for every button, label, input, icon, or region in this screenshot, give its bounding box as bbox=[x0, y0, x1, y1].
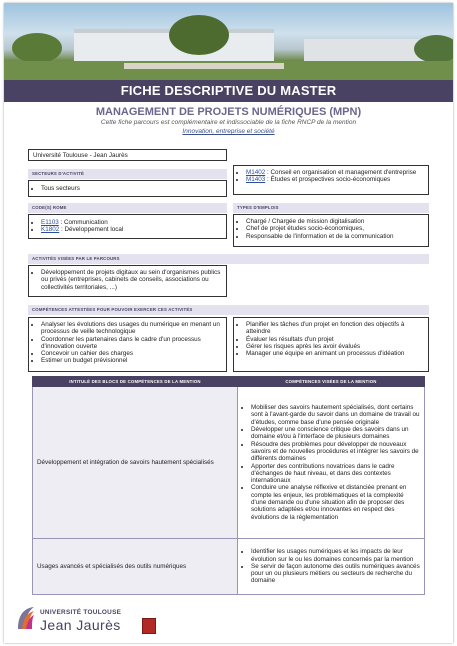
blocs-table bbox=[32, 376, 425, 595]
list-item: • M1402 : Conseil en organisation et management d'entreprise bbox=[246, 169, 426, 176]
list-item: • Responsable de l'information et de la communication bbox=[246, 233, 426, 240]
fiche-page bbox=[4, 3, 453, 643]
list-item: • M1403 : Études et prospectives socio-économiques bbox=[246, 176, 426, 183]
list-item: • Développer une conscience critique des savoirs dans un domaine et/ou à l'interface de plusieurs domaines bbox=[251, 426, 420, 441]
page-title: FICHE DESCRIPTIVE DU MASTER bbox=[4, 80, 453, 102]
list-item: • Estimer un budget prévisionnel bbox=[41, 357, 224, 364]
list-item: • Chargé / Chargée de mission digitalisation bbox=[246, 218, 426, 225]
activites-box bbox=[28, 265, 227, 297]
bloc-competences bbox=[238, 387, 425, 539]
rome-code-link[interactable]: M1402 bbox=[246, 169, 266, 176]
list-item: • Tous secteurs bbox=[41, 185, 224, 192]
table-header-blocs: INTITULÉ DES BLOCS DE COMPÉTENCES DE LA MENTION bbox=[33, 377, 238, 387]
intro-text: Cette fiche parcours est complémentaire et indissociable de la fiche RNCP de la mention bbox=[100, 119, 357, 126]
seal-icon bbox=[142, 618, 156, 634]
secteurs-box bbox=[28, 180, 227, 197]
emplois-box bbox=[233, 214, 429, 247]
competences-left-box bbox=[28, 317, 227, 372]
logo-name-text: Jean Jaurès bbox=[40, 617, 121, 633]
logo-mark-icon bbox=[16, 605, 36, 631]
list-item: • Coordonner les partenaires dans le cadre d'un processus d'innovation ouverte bbox=[41, 336, 224, 351]
university-logo bbox=[16, 603, 146, 637]
list-item: • Résoudre des problèmes pour développer de nouveaux savoirs et de nouvelles procédures et intégrer les savoirs de différents domaines bbox=[251, 441, 420, 463]
list-item: • Manager une équipe en animant un processus d'idéation bbox=[246, 350, 426, 357]
rome-code-link[interactable]: K1802 bbox=[41, 226, 60, 234]
master-subtitle: MANAGEMENT DE PROJETS NUMÉRIQUES (MPN) bbox=[95, 106, 362, 118]
list-item: • Chef de projet études socio-économiques, bbox=[246, 225, 426, 232]
list-item: • Planifier les tâches d'un projet en fonction des objectifs à atteindre bbox=[246, 321, 426, 336]
table-row bbox=[33, 539, 425, 595]
rncp-link[interactable]: Innovation, entreprise et société bbox=[182, 128, 275, 135]
rome-right-box bbox=[233, 165, 429, 195]
logo-univ-text: UNIVERSITÉ TOULOUSE bbox=[40, 609, 122, 616]
activites-header: ACTIVITÉS VISÉES PAR LE PARCOURS bbox=[28, 254, 429, 264]
rome-box bbox=[28, 214, 227, 239]
rome-code-link[interactable]: M1403 bbox=[246, 176, 266, 184]
rome-header: CODE(S) ROME bbox=[28, 203, 227, 213]
list-item: • Gérer les risques après les avoir évalués bbox=[246, 343, 426, 350]
university-box bbox=[28, 149, 227, 161]
bloc-title: Usages avancés et spécialisés des outils numériques bbox=[33, 539, 238, 595]
competences-right-box bbox=[233, 317, 429, 372]
emplois-header: TYPES D'EMPLOIS bbox=[233, 203, 429, 213]
list-item: • Apporter des contributions novatrices dans le cadre d'échanges de haut niveau, et dans des contextes internationaux bbox=[251, 463, 420, 485]
secteurs-header: SECTEURS D'ACTIVITÉ bbox=[28, 169, 227, 179]
list-item: • Développement de projets digitaux au sein d'organismes publics ou privés (entreprises, cabinets de conseils, associations ou collectivités territoriales, ...) bbox=[41, 269, 224, 291]
list-item: • Se servir de façon autonome des outils numériques avancés pour un ou plusieurs métiers ou secteurs de recherche du domaine bbox=[251, 563, 420, 585]
competences-header: COMPÉTENCES ATTESTÉES POUR POUVOIR EXERCER CES ACTIVITÉS bbox=[28, 305, 429, 315]
table-header-competences: COMPÉTENCES VISÉES DE LA MENTION bbox=[238, 377, 425, 387]
list-item: • Évaluer les résultats d'un projet bbox=[246, 336, 426, 343]
bloc-competences bbox=[238, 539, 425, 595]
list-item: • Conduire une analyse réflexive et distanciée prenant en compte les enjeux, les problématiques et la complexité d'une demande ou d'une situation afin de proposer des solutions adaptées et/ou innovantes en respect des évolutions de la réglementation bbox=[251, 484, 420, 520]
campus-photo bbox=[4, 3, 453, 80]
list-item: • Analyser les évolutions des usages du numérique en menant un processus de veille technologique bbox=[41, 321, 224, 336]
list-item: • Concevoir un cahier des charges bbox=[41, 350, 224, 357]
list-item: • Mobiliser des savoirs hautement spécialisés, dont certains sont à l'avant-garde du savoir dans un domaine de travail ou d'études, comme base d'une pensée originale bbox=[251, 404, 420, 426]
rome-code-link[interactable]: E1103 bbox=[41, 219, 59, 226]
table-row bbox=[33, 387, 425, 539]
university-name: Université Toulouse - Jean Jaurès bbox=[33, 152, 128, 159]
bloc-title: Développement et intégration de savoirs hautement spécialisés bbox=[33, 387, 238, 539]
list-item: • E1103 : Communication bbox=[41, 219, 224, 226]
list-item: • K1802 : Développement local bbox=[41, 226, 224, 233]
list-item: • Identifier les usages numériques et les impacts de leur évolution sur le ou les domaines concernés par la mention bbox=[251, 548, 420, 563]
